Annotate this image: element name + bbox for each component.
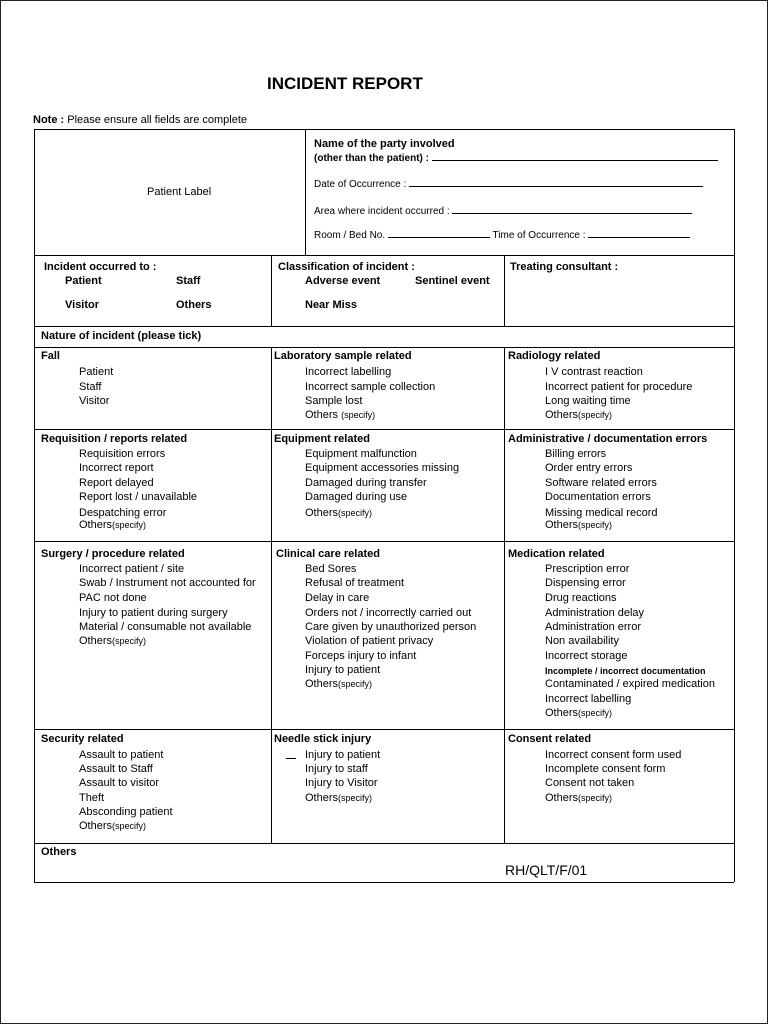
row-divider: [34, 729, 734, 730]
time-label: Time of Occurrence :: [492, 230, 586, 241]
checklist-item[interactable]: Equipment accessories missing: [305, 462, 460, 474]
checklist-item[interactable]: Assault to Staff: [79, 763, 153, 775]
checklist-item[interactable]: Bed Sores: [305, 563, 357, 575]
others-label: Others: [79, 519, 113, 531]
party-title: Name of the party involved: [314, 138, 455, 150]
checklist-item[interactable]: Report lost / unavailable: [79, 491, 198, 503]
row-divider: [34, 347, 734, 348]
class-sentinel[interactable]: Sentinel event: [415, 275, 490, 287]
checklist-item-others[interactable]: [545, 707, 612, 719]
checklist-item[interactable]: Billing errors: [545, 448, 607, 460]
checklist-item[interactable]: Prescription error: [545, 563, 630, 575]
table-right-border: [734, 129, 735, 882]
others-label: Others: [545, 792, 579, 804]
checklist-item[interactable]: Assault to patient: [79, 749, 164, 761]
row-divider: [34, 255, 734, 256]
checklist-item[interactable]: Theft: [79, 792, 105, 804]
section-title-medication: Medication related: [508, 548, 605, 560]
section-title-consent: Consent related: [508, 733, 592, 745]
row-divider: [34, 843, 734, 844]
checklist-item[interactable]: Administration delay: [545, 607, 645, 619]
section-title-lab: Laboratory sample related: [274, 350, 412, 362]
specify-label: (specify): [338, 679, 373, 689]
checklist-item[interactable]: Drug reactions: [545, 592, 617, 604]
occurred-others[interactable]: Others: [176, 299, 212, 311]
checklist-item[interactable]: Patient: [79, 366, 114, 378]
checklist-item[interactable]: Injury to patient: [305, 749, 381, 761]
note-label: Note :: [33, 114, 65, 126]
time-field[interactable]: [588, 228, 690, 238]
checklist-item-others[interactable]: [545, 519, 612, 531]
section-title-needle: Needle stick injury: [274, 733, 372, 745]
row-divider: [34, 429, 734, 430]
checklist-item[interactable]: Incorrect labelling: [545, 693, 632, 705]
classification-title: Classification of incident :: [278, 261, 415, 273]
specify-label: (specify): [112, 636, 147, 646]
col-divider: [504, 347, 505, 843]
checklist-item-others[interactable]: [305, 507, 372, 519]
checklist-item[interactable]: Swab / Instrument not accounted for: [79, 577, 256, 589]
specify-label: (specify): [112, 520, 147, 530]
checklist-item[interactable]: Visitor: [79, 395, 110, 407]
header-divider: [305, 129, 306, 255]
date-row: [314, 177, 703, 190]
checklist-item[interactable]: Incorrect sample collection: [305, 381, 436, 393]
section-title-clinical: Clinical care related: [276, 548, 380, 560]
specify-label: (specify): [578, 793, 613, 803]
table-left-border: [34, 129, 35, 882]
area-label: Area where incident occurred :: [314, 206, 450, 217]
col-divider: [271, 347, 272, 843]
checklist-item[interactable]: Contaminated / expired medication: [545, 678, 715, 690]
checklist-item[interactable]: Report delayed: [79, 477, 154, 489]
checklist-item[interactable]: Dispensing error: [545, 577, 626, 589]
checklist-item[interactable]: Order entry errors: [545, 462, 633, 474]
checklist-item[interactable]: Incomplete / incorrect documentation: [545, 666, 706, 676]
table-bottom-border: [34, 882, 734, 883]
row-divider: [34, 541, 734, 542]
checklist-item[interactable]: Damaged during use: [305, 491, 408, 503]
checklist-item[interactable]: Absconding patient: [79, 806, 173, 818]
checklist-item[interactable]: Requisition errors: [79, 448, 166, 460]
occurred-visitor[interactable]: Visitor: [65, 299, 100, 311]
note-text: Please ensure all fields are complete: [67, 114, 247, 126]
checklist-item-others[interactable]: [305, 792, 372, 804]
room-field[interactable]: [388, 228, 490, 238]
specify-label: (specify): [112, 821, 147, 831]
checklist-item[interactable]: Refusal of treatment: [305, 577, 405, 589]
checklist-item[interactable]: Consent not taken: [545, 777, 635, 789]
table-top-border: [34, 129, 734, 130]
checklist-item[interactable]: Incorrect patient / site: [79, 563, 185, 575]
consultant-title: Treating consultant :: [510, 261, 619, 273]
section-title-requisition: Requisition / reports related: [41, 433, 188, 445]
area-row: [314, 204, 692, 217]
nature-title: Nature of incident (please tick): [41, 330, 202, 342]
occurred-staff[interactable]: Staff: [176, 275, 201, 287]
others-label: Others: [79, 635, 113, 647]
checklist-item[interactable]: Documentation errors: [545, 491, 651, 503]
checklist-item-others[interactable]: [305, 409, 375, 421]
checklist-item[interactable]: Administration error: [545, 621, 641, 633]
checklist-item[interactable]: Despatching error: [79, 507, 167, 519]
checklist-item[interactable]: Non availability: [545, 635, 619, 647]
checklist-item[interactable]: Missing medical record: [545, 507, 658, 519]
checklist-item[interactable]: Incorrect consent form used: [545, 749, 682, 761]
checklist-item-others[interactable]: [545, 409, 612, 421]
room-time-row: [314, 228, 690, 241]
checklist-item[interactable]: Incomplete consent form: [545, 763, 666, 775]
others-label: Others: [305, 507, 339, 519]
section-title-surgery: Surgery / procedure related: [41, 548, 185, 560]
party-name-field[interactable]: [432, 151, 718, 161]
class-adverse[interactable]: Adverse event: [305, 275, 381, 287]
col-divider: [504, 255, 505, 326]
checklist-item[interactable]: Equipment malfunction: [305, 448, 417, 460]
checklist-item[interactable]: Staff: [79, 381, 102, 393]
checklist-item[interactable]: Injury to patient during surgery: [79, 607, 228, 619]
specify-label: (specify): [578, 410, 613, 420]
occurred-title: Incident occurred to :: [44, 261, 157, 273]
checklist-item[interactable]: Injury to Visitor: [305, 777, 378, 789]
checklist-item[interactable]: Delay in care: [305, 592, 370, 604]
checklist-item[interactable]: Care given by unauthorized person: [305, 621, 477, 633]
checklist-item[interactable]: Incorrect report: [79, 462, 154, 474]
checklist-item[interactable]: Orders not / incorrectly carried out: [305, 607, 472, 619]
others-label: Others: [545, 707, 579, 719]
party-sub: [314, 151, 718, 164]
specify-label: (specify): [338, 793, 373, 803]
class-near-miss[interactable]: Near Miss: [305, 299, 357, 311]
others-label: Others: [305, 409, 339, 421]
checklist-item[interactable]: Incorrect storage: [545, 650, 628, 662]
col-divider: [271, 255, 272, 326]
room-label: Room / Bed No.: [314, 230, 386, 241]
checklist-item[interactable]: Assault to visitor: [79, 777, 160, 789]
note: [33, 114, 247, 126]
form-code: RH/QLT/F/01: [505, 862, 588, 878]
row-divider: [34, 326, 734, 327]
others-label: Others: [79, 820, 113, 832]
area-field[interactable]: [452, 204, 692, 214]
section-title-security: Security related: [41, 733, 124, 745]
checklist-item[interactable]: Forceps injury to infant: [305, 650, 417, 662]
checklist-item-others[interactable]: [79, 820, 146, 832]
checklist-item[interactable]: Software related errors: [545, 477, 657, 489]
specify-label: (specify): [341, 410, 376, 420]
others-label: Others: [545, 409, 579, 421]
checklist-item[interactable]: I V contrast reaction: [545, 366, 643, 378]
party-sub-label: (other than the patient) :: [314, 153, 429, 164]
checklist-item-others[interactable]: [545, 792, 612, 804]
checklist-item[interactable]: Material / consumable not available: [79, 621, 252, 633]
checklist-item-others[interactable]: [79, 635, 146, 647]
others-label: Others: [305, 678, 339, 690]
checklist-item[interactable]: PAC not done: [79, 592, 147, 604]
checklist-item[interactable]: Damaged during transfer: [305, 477, 427, 489]
tick-blank[interactable]: [286, 758, 296, 759]
occurred-patient[interactable]: Patient: [65, 275, 102, 287]
checklist-item[interactable]: Incorrect patient for procedure: [545, 381, 693, 393]
section-title-equipment: Equipment related: [274, 433, 370, 445]
date-field[interactable]: [409, 177, 703, 187]
checklist-item-others[interactable]: [79, 519, 146, 531]
others-label: Others: [305, 792, 339, 804]
checklist-item[interactable]: Violation of patient privacy: [305, 635, 434, 647]
checklist-item[interactable]: Sample lost: [305, 395, 363, 407]
date-label: Date of Occurrence :: [314, 179, 407, 190]
patient-label: Patient Label: [147, 186, 212, 198]
others-label: Others: [545, 519, 579, 531]
checklist-item[interactable]: Injury to staff: [305, 763, 368, 775]
specify-label: (specify): [578, 708, 613, 718]
section-title-radiology: Radiology related: [508, 350, 601, 362]
specify-label: (specify): [578, 520, 613, 530]
checklist-item[interactable]: Incorrect labelling: [305, 366, 392, 378]
specify-label: (specify): [338, 508, 373, 518]
page-title: INCIDENT REPORT: [267, 74, 423, 93]
checklist-item-others[interactable]: [305, 678, 372, 690]
section-title-fall: Fall: [41, 350, 60, 362]
others-title: Others: [41, 846, 77, 858]
section-title-admin: Administrative / documentation errors: [508, 433, 708, 445]
checklist-item[interactable]: Injury to patient: [305, 664, 381, 676]
checklist-item[interactable]: Long waiting time: [545, 395, 631, 407]
